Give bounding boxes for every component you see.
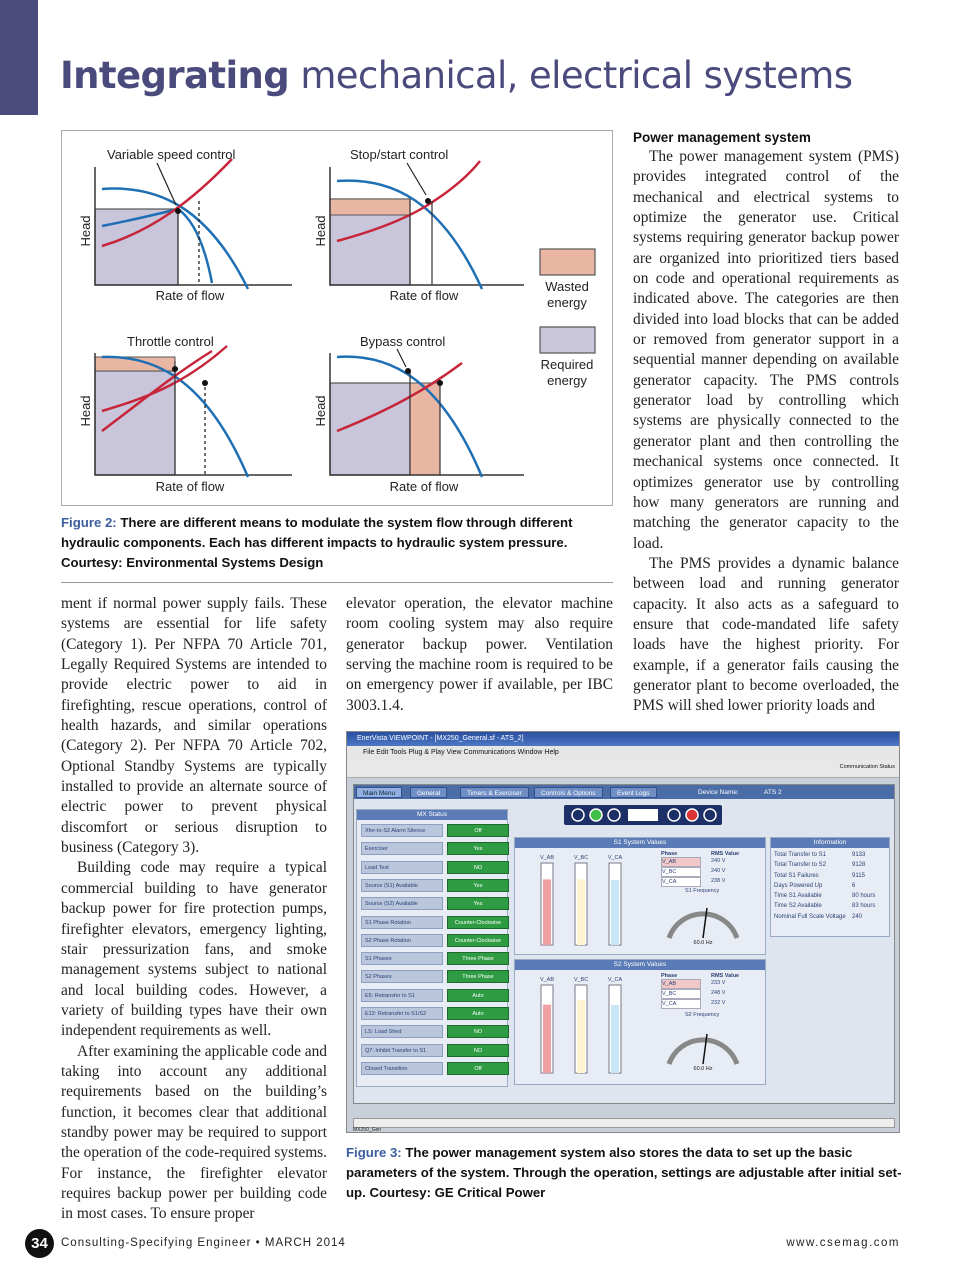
tab-controls[interactable]: Controls & Options: [534, 787, 603, 798]
s1-value-row: [661, 867, 763, 877]
menu-bar: File Edit Tools Plug & Play View Communications Window Help: [347, 746, 899, 760]
legend-required-label: Required energy: [540, 357, 594, 388]
voltage-bar-label: V_BC: [573, 977, 589, 983]
paragraph: ment if normal power supply fails. These systems are essential for life safety (Category 1). Per NFPA 70 Article 701, Legally Required Systems are intended to provide electric power to aid in firefighting, rescue operations, control of health hazards, and similar operations (Category 2). Per NFPA 70 Article 702, Optional Standby Systems are typically installed to provide an alternate source of electric power to prevent physical discomfort or serious disruption to business (Category 3).: [61, 595, 327, 857]
mx-status-key: S1 Phase Rotation: [361, 916, 443, 929]
device-name: ATS 2: [764, 789, 782, 796]
mx-status-key: Q7: Inhibit Transfer to S1: [361, 1044, 443, 1057]
paragraph: The power management system (PMS) provides integrated control of the mechanical and electrical systems to optimize the generator use. Critical systems requiring generator backup power are organized into prioritized tiers based on code and operational requirements as indicated above. The categories are then divided into load blocks that can be added or removed from generator support in a sequential manner depending on available generator capacity. The PMS controls generator load by controlling which systems are physically connected to the generator plant and then controlling the mechanical systems once connected. It optimizes generator use by controlling how many generators are running and matching the generator capacity to the load.: [633, 148, 899, 552]
voltage-bar-label: V_CA: [607, 855, 623, 861]
page-title: Integrating mechanical, electrical systems: [60, 54, 853, 97]
mx-status-value[interactable]: Counter-Clockwise: [447, 934, 509, 947]
device-label: Device Name:: [698, 789, 739, 796]
middle-column-text: [346, 594, 613, 716]
axis-label-flow: Rate of flow: [389, 479, 459, 494]
mx-status-value[interactable]: Auto: [447, 1007, 509, 1020]
phase: V_AB: [661, 979, 701, 989]
website: www.csemag.com: [786, 1237, 900, 1249]
mx-status-key: Source (S2) Available: [361, 897, 443, 910]
rms-value: 248 V: [711, 990, 726, 996]
paragraph: elevator operation, the elevator machine room cooling system may also require generator backup power. Ventilation serving the machine room is required to be on emergency power if available, per IBC 3003.1.4.: [346, 595, 613, 714]
tab-row: [354, 785, 894, 799]
left-column-text: [61, 594, 327, 1225]
s1-voltage-bars: [519, 849, 629, 955]
info-title: Information: [771, 838, 889, 848]
info-row: [774, 912, 886, 922]
tab-event-logs[interactable]: Event Logs: [610, 787, 657, 798]
s1-value-row: [661, 857, 763, 867]
voltage-bar: [611, 1005, 619, 1073]
phase: V_CA: [661, 877, 701, 887]
axis-label-head: Head: [313, 395, 328, 427]
info-key: Nominal Full Scale Voltage: [774, 913, 846, 920]
info-row: [774, 850, 886, 860]
mx-status-key: S2 Phases: [361, 970, 443, 983]
phase: V_AB: [661, 857, 701, 867]
figure-2-pump-control-diagram: [61, 130, 613, 506]
mx-status-key: E12: Retransfer to S1/S2: [361, 1007, 443, 1020]
axis-label-head: Head: [78, 215, 93, 247]
s2-frequency-gauge: [663, 1022, 743, 1072]
voltage-bar-label: V_AB: [539, 977, 555, 983]
panel-throttle: [78, 334, 292, 494]
info-value: 83 hours: [852, 903, 876, 910]
info-key: Time S1 Available: [774, 893, 822, 900]
right-column-text: [633, 128, 899, 717]
publication-name: Consulting-Specifying Engineer • MARCH 2014: [61, 1237, 346, 1249]
info-value: 9128: [852, 862, 866, 869]
mx-status-key: Xfer-to-S2 Alarm Silence: [361, 824, 443, 837]
rms-value: 240 V: [711, 858, 726, 864]
mx-status-value[interactable]: Three Phase: [447, 970, 509, 983]
mx-status-key: Exerciser: [361, 842, 443, 855]
info-row: [774, 871, 886, 881]
horizontal-scrollbar[interactable]: [353, 1118, 895, 1128]
figure-3-caption: Figure 3: The power management system also stores the data to set up the basic parameters of the system. Through the operation, settings are adjustable after initial set-up. Courtesy: GE Critical Power: [346, 1145, 902, 1200]
legend-wasted-label: Wasted energy: [545, 279, 589, 310]
voltage-bar: [543, 1005, 551, 1073]
source-indicator-strip: [564, 803, 724, 827]
section-tab: [0, 0, 38, 115]
mx-status-value[interactable]: Yes: [447, 897, 509, 910]
mx-status-value[interactable]: Auto: [447, 989, 509, 1002]
info-key: Total Transfer to S1: [774, 852, 827, 858]
s2-value-row: [661, 989, 763, 999]
s2-voltage-bars: [519, 971, 629, 1083]
toolbar: [347, 760, 899, 778]
section-heading: Power management system: [633, 130, 811, 145]
mx-status-value[interactable]: NO: [447, 861, 509, 874]
s1-title: S1 System Values: [515, 838, 765, 848]
voltage-bar: [611, 880, 619, 945]
panel-variable-speed: [78, 147, 292, 303]
voltage-bar: [577, 1000, 585, 1073]
phase-head: Phase: [661, 973, 678, 979]
mx-status-key: LS: Load Shed: [361, 1025, 443, 1038]
axis-label-flow: Rate of flow: [155, 479, 225, 494]
page-number: 34: [25, 1229, 54, 1258]
mx-status-value[interactable]: Counter-Clockwise: [447, 916, 509, 929]
info-value: 80 hours: [852, 893, 876, 900]
mx-status-key: Load Test: [361, 861, 443, 874]
info-value: 9133: [852, 852, 866, 858]
voltage-bar: [577, 879, 585, 945]
legend-wasted-swatch: [540, 249, 595, 275]
rms-value: 233 V: [711, 980, 726, 986]
axis-label-head: Head: [313, 215, 328, 247]
mx-status-value[interactable]: NO: [447, 1044, 509, 1057]
mx-status-value[interactable]: Off: [447, 1062, 509, 1075]
information-panel: [770, 837, 890, 937]
info-value: 9115: [852, 872, 865, 879]
voltage-bar-label: V_CA: [607, 977, 623, 983]
paragraph: Building code may require a typical commercial building to have generator backup power for fire protection pumps, firefighter elevators, emergency lighting, stair pressurization fans, and smoke management systems subject to national and local building codes. However, a variety of building types have their own independent requirements as well.: [61, 859, 327, 1040]
tab-timers[interactable]: Timers & Exerciser: [460, 787, 529, 798]
voltage-bar-label: V_BC: [573, 855, 589, 861]
s2-title: S2 System Values: [515, 960, 765, 970]
info-key: Total Transfer to S2: [774, 862, 827, 869]
panel-title-bypass: Bypass control: [360, 334, 446, 349]
legend-required-swatch: [540, 327, 595, 353]
panel-bypass: [313, 334, 524, 494]
mx-status-value[interactable]: NO: [447, 1025, 509, 1038]
s1-system-values-panel: [514, 837, 766, 955]
rms-value: 240 V: [711, 868, 726, 874]
info-key: Days Powered Up: [774, 882, 823, 889]
voltage-bar: [543, 879, 551, 945]
window-title-bar: EnerVista VIEWPOINT - [MX250_General.sf - ATS_2]: [347, 732, 899, 746]
s2-freq-value: 60.0 Hz: [693, 1066, 713, 1072]
divider: [61, 582, 613, 583]
info-key: Time S2 Available: [774, 903, 822, 910]
phase: V_BC: [661, 867, 701, 877]
axis-label-head: Head: [78, 395, 93, 427]
s1-freq-value: 60.0 Hz: [693, 940, 713, 946]
rms-value: 232 V: [711, 1000, 726, 1006]
mx-status-value[interactable]: Yes: [447, 879, 509, 892]
mx-status-key: E5: Retransfer to S1: [361, 989, 443, 1002]
s1-frequency-gauge: [663, 896, 743, 946]
s2-value-row: [661, 999, 763, 1009]
s1-frequency-title: S1 Frequency: [685, 888, 720, 894]
s2-system-values-panel: [514, 959, 766, 1085]
info-row: [774, 891, 886, 901]
tab-main-menu[interactable]: Main Menu: [356, 787, 402, 798]
panel-title-variable-speed: Variable speed control: [107, 147, 236, 162]
viewpoint-main-panel: [353, 784, 895, 1104]
s2-frequency-title: S2 Frequency: [685, 1012, 720, 1018]
info-row: [774, 860, 886, 870]
rms-head: RMS Value: [711, 973, 740, 979]
mx-status-key: S2 Phase Rotation: [361, 934, 443, 947]
panel-stop-start: [313, 147, 524, 303]
info-row: [774, 901, 886, 911]
info-row: [774, 881, 886, 891]
voltage-bar-label: V_AB: [539, 855, 555, 861]
mx-status-key: S1 Phases: [361, 952, 443, 965]
info-value: 240: [852, 913, 863, 920]
mx-status-title: MX Status: [357, 810, 507, 820]
axis-label-flow: Rate of flow: [389, 288, 459, 303]
mx-status-panel: [356, 809, 508, 1087]
comm-status: Communication Status: [839, 764, 895, 770]
panel-title-stop-start: Stop/start control: [350, 147, 449, 162]
phase-head: Phase: [661, 851, 678, 857]
figure-2-caption: Figure 2: There are different means to modulate the system flow through different hydraulic components. Each has different impacts to hydraulic system pressure. Courtesy: Environmental Systems Design: [61, 515, 573, 570]
axis-label-flow: Rate of flow: [155, 288, 225, 303]
rms-head: RMS Value: [711, 851, 740, 857]
info-key: Total S1 Failures: [774, 872, 819, 879]
panel-title-throttle: Throttle control: [127, 334, 214, 349]
s1-value-row: [661, 877, 763, 887]
tab-general[interactable]: General: [410, 787, 447, 798]
figure-3-pms-screenshot: [346, 731, 900, 1133]
paragraph: The PMS provides a dynamic balance between load and running generator capacity. It also acts as a safeguard to ensure that code-mandated life safety loads have the highest priority. For example, if a generator fails causing the generator plant to become overloaded, the PMS will shed lower priority loads and: [633, 554, 899, 715]
mx-status-value[interactable]: Three Phase: [447, 952, 509, 965]
phase: V_BC: [661, 989, 701, 999]
mx-status-value[interactable]: Off: [447, 824, 509, 837]
mx-status-value[interactable]: Yes: [447, 842, 509, 855]
mx-status-key: Closed Transition: [361, 1062, 443, 1075]
s2-value-row: [661, 979, 763, 989]
status-tab[interactable]: MX250_Gen: [353, 1127, 382, 1133]
paragraph: After examining the applicable code and taking into account any additional requirements based on the building’s function, it becomes clear that additional standby power may be required to support the operation of the code-required systems. For instance, the firefighter elevator requires backup power per building code in most cases. To ensure proper: [61, 1042, 327, 1223]
info-value: 6: [852, 882, 856, 889]
mx-status-key: Source (S1) Available: [361, 879, 443, 892]
rms-value: 238 V: [711, 878, 726, 884]
phase: V_CA: [661, 999, 701, 1009]
